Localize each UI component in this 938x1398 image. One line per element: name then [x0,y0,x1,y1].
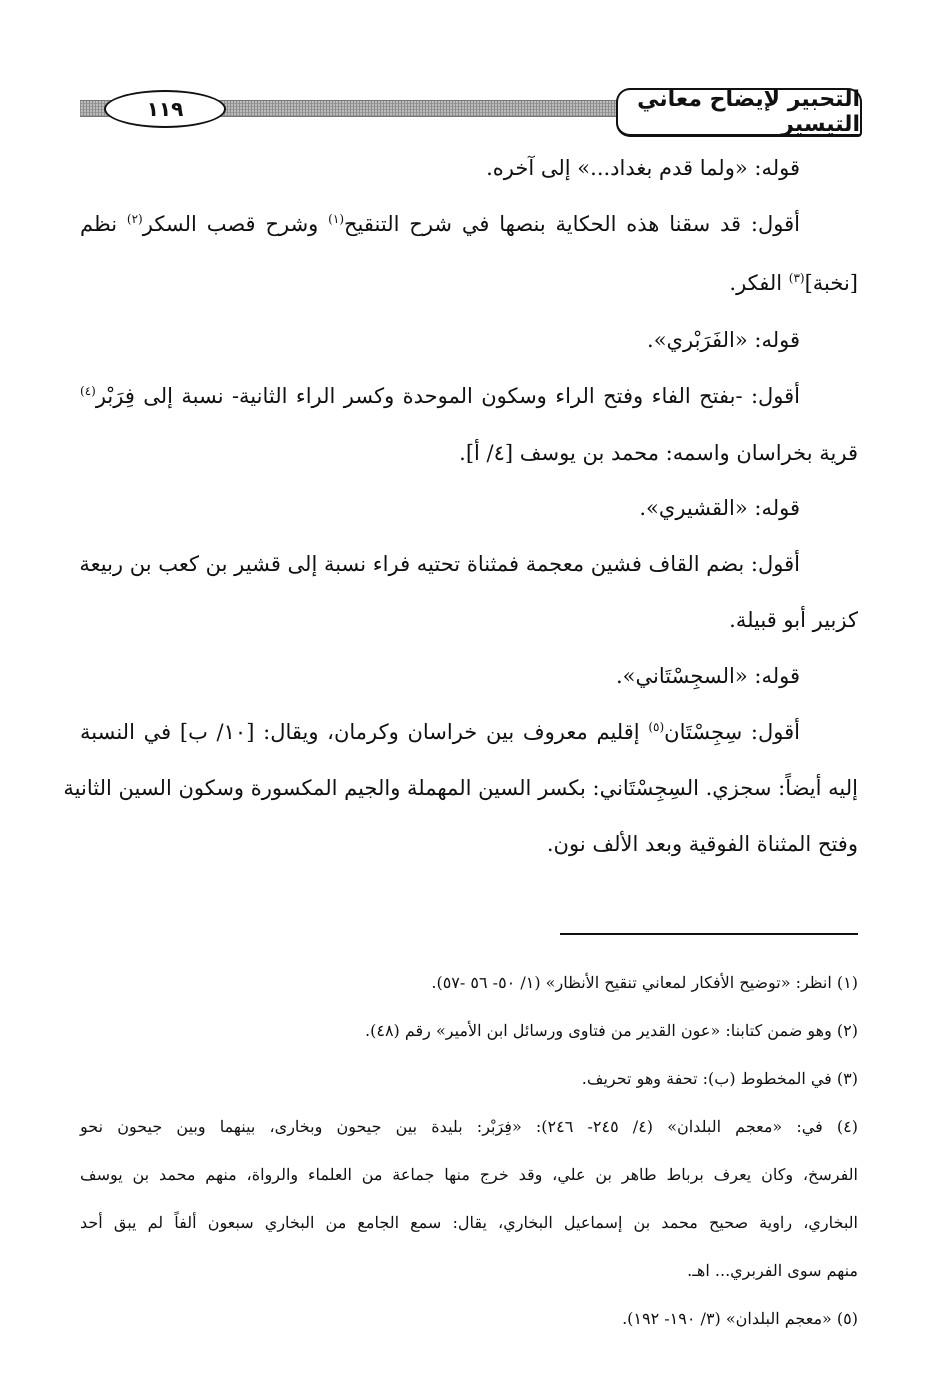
footnote-line: (٢) وهو ضمن كتابنا: «عون القدير من فتاوى ورسائل ابن الأمير» رقم (٤٨). [365,1021,858,1040]
footnote-ref[interactable]: (٥) [648,720,665,734]
body-line: قرية بخراسان واسمه: محمد بن يوسف [٤/ أ]. [459,441,858,465]
body-line: قوله: «الفَرَبْري». [647,328,800,352]
footnote-line: الفرسخ، وكان يعرف برباط طاهر بن علي، وقد خرج منها جماعة من العلماء والرواة، منهم محمد بن يوسف [80,1165,859,1184]
footnote-ref[interactable]: (٢) [126,212,143,226]
footnote-separator [560,933,858,935]
footnote-line: (١) انظر: «توضيح الأفكار لمعاني تنقيح الأنظار» (١/ ٥٠- ٥٦ -٥٧). [431,973,858,992]
body-line: كزبير أبو قبيلة. [729,608,858,632]
body-line: أقول: -بفتح الفاء وفتح الراء وسكون الموحدة وكسر الراء الثانية- نسبة إلى فِرَبْر$^{(٤)}$ [80,384,800,408]
body-line: وفتح المثناة الفوقية وبعد الألف نون. [546,832,858,856]
footnote-ref[interactable]: (٣) [788,271,805,285]
body-line: قوله: «ولما قدم بغداد...» إلى آخره. [486,156,800,180]
page-number: ١١٩ [146,97,184,121]
book-title: التحبير لإيضاح معاني التيسير [637,87,860,137]
running-header [80,88,862,138]
body-line: أقول: قد سقنا هذه الحكاية بنصها في شرح التنقيح$^{(١)}$ وشرح قصب السكر$^{(٢)}$ نظم [80,212,800,236]
footnote-line: البخاري، راوية صحيح محمد بن إسماعيل البخاري، يقال: سمع الجامع من البخاري سبعون ألفاً لم يبق أحد [80,1213,858,1232]
page-number-oval [104,90,226,128]
body-line: أقول: سِجِسْتَان$^{(٥)}$ إقليم معروف بين خراسان وكرمان، ويقال: [١٠/ ب] في النسبة [80,720,800,744]
footnote-line: (٤) في: «معجم البلدان» (٤/ ٢٤٥- ٢٤٦): «فِرَبْر: بليدة بين جيحون وبخارى، بينهما وبين جيحون نحو [80,1117,858,1136]
body-line: [نخبة]$^{(٣)}$ الفكر. [729,271,858,295]
body-line: قوله: «السجِسْتَاني». [615,664,800,688]
body-line: قوله: «القشيري». [639,496,800,520]
footnote-line: (٣) في المخطوط (ب): تحفة وهو تحريف. [581,1069,858,1088]
body-line: أقول: بضم القاف فشين معجمة فمثناة تحتيه فراء نسبة إلى قشير بن كعب بن ربيعة [79,552,800,576]
footnote-ref[interactable]: (٤) [80,384,96,398]
footnote-line: منهم سوى الفربري... اهـ. [687,1261,858,1280]
footnote-line: (٥) «معجم البلدان» (٣/ ١٩٠- ١٩٢). [622,1309,858,1328]
body-line: إليه أيضاً: سجزي. السِجِسْتَاني: بكسر السين المهملة والجيم المكسورة وسكون السين الثانية [63,776,858,800]
header-title-frame [616,88,862,137]
footnote-ref[interactable]: (١) [328,212,344,226]
